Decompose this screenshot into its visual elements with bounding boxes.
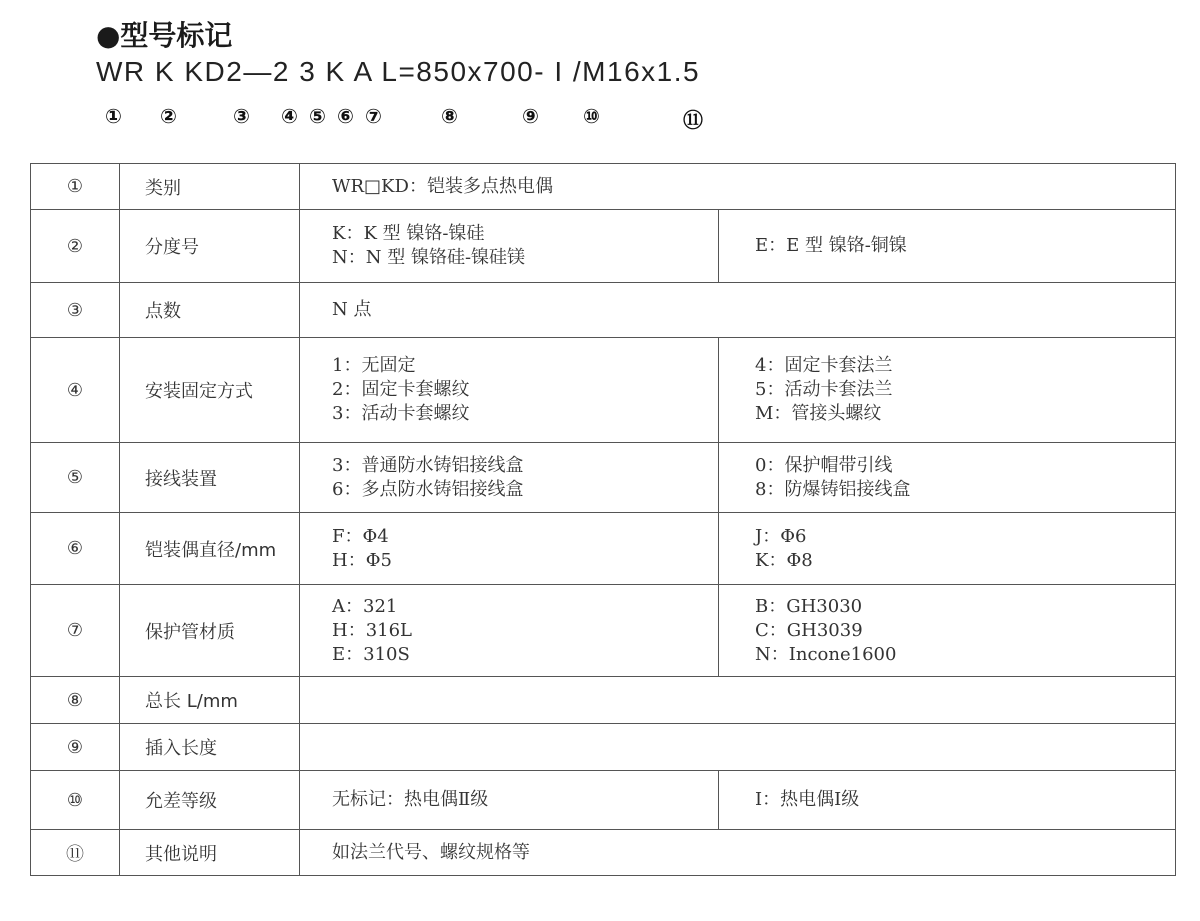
table-row [31,283,1176,338]
option-text: 1：无固定 [332,355,416,376]
option-text: C：GH3039 [755,619,863,641]
option-text: K：Φ8 [755,549,813,571]
row-label: 铠装偶直径/mm [120,513,300,585]
row-number: ④ [31,338,120,443]
option-text: H：316L [332,619,413,641]
row-label: 类别 [120,164,300,210]
table-row [31,443,1176,513]
row-number: ⑩ [31,771,120,830]
option-text: 无标记：热电偶Ⅱ级 [332,789,489,810]
options-cell [300,164,1176,210]
option-text: B：GH3030 [755,595,863,617]
options-cell-right [719,513,1176,585]
row-number: ① [31,164,120,210]
options-cell-left [300,771,719,830]
row-label: 安装固定方式 [120,338,300,443]
option-text: E：310S [332,643,410,665]
row-label: 允差等级 [120,771,300,830]
option-text: Ⅰ：热电偶Ⅰ级 [755,789,860,810]
marker-2: ② [160,104,177,128]
option-text: 如法兰代号、螺纹规格等 [332,841,530,863]
table-row [31,771,1176,830]
row-number: ⑨ [31,724,120,771]
options-cell-right [719,210,1176,283]
table-row [31,164,1176,210]
option-text: 8：防爆铸铝接线盒 [755,478,911,500]
row-label: 分度号 [120,210,300,283]
row-number: ⑪ [31,830,120,876]
option-text: M：管接头螺纹 [755,403,882,424]
option-text: 6：多点防水铸铝接线盒 [332,478,524,500]
table-row [31,338,1176,443]
option-text: K：K 型 镍铬-镍硅 [332,223,485,244]
option-text: F：Φ4 [332,525,389,547]
row-label: 总长 L/mm [120,677,300,724]
option-text: 2：固定卡套螺纹 [332,379,470,400]
options-cell-left [300,585,719,677]
option-text: 0：保护帽带引线 [755,454,893,476]
option-text: WR□KD：铠装多点热电偶 [332,175,553,197]
options-cell [300,830,1176,876]
marker-3: ③ [233,104,250,128]
option-text: A：321 [332,595,398,617]
table-row [31,513,1176,585]
marker-1: ① [105,104,122,128]
options-cell [300,724,1176,771]
options-cell-left [300,443,719,513]
option-text: 3：普通防水铸铝接线盒 [332,454,524,476]
marker-8: ⑧ [441,104,458,128]
row-number: ⑥ [31,513,120,585]
row-label: 保护管材质 [120,585,300,677]
row-label: 其他说明 [120,830,300,876]
table-row [31,724,1176,771]
row-label: 插入长度 [120,724,300,771]
options-cell-right [719,771,1176,830]
table-row [31,210,1176,283]
option-text: N 点 [332,299,372,320]
marker-6: ⑥ [337,104,354,128]
row-number: ⑧ [31,677,120,724]
row-label: 点数 [120,283,300,338]
table-row [31,585,1176,677]
marker-9: ⑨ [522,104,539,128]
options-cell-left [300,338,719,443]
option-text: J：Φ6 [755,525,807,547]
model-code: WR K KD2—2 3 K A L=850x700- I /M16x1.5 [96,56,701,87]
option-text: 5：活动卡套法兰 [755,379,893,400]
marker-10: ⑩ [583,104,600,128]
page-title: ●型号标记 [96,19,233,52]
row-number: ⑦ [31,585,120,677]
options-cell-right [719,338,1176,443]
row-number: ② [31,210,120,283]
row-label: 接线装置 [120,443,300,513]
options-cell [300,677,1176,724]
marker-4: ④ [281,104,298,128]
options-cell-right [719,443,1176,513]
row-number: ⑤ [31,443,120,513]
option-text: 4：固定卡套法兰 [755,355,893,376]
option-text: N：N 型 镍铬硅-镍硅镁 [332,247,526,268]
option-text: E：E 型 镍铬-铜镍 [755,235,907,256]
row-number: ③ [31,283,120,338]
table-row [31,677,1176,724]
marker-11: ⑪ [683,108,703,132]
marker-5: ⑤ [309,104,326,128]
table-row [31,830,1176,876]
options-cell-left [300,210,719,283]
options-cell-right [719,585,1176,677]
marker-7: ⑦ [365,104,382,128]
option-text: 3：活动卡套螺纹 [332,403,470,424]
options-cell [300,283,1176,338]
spec-table [30,163,1176,876]
option-text: H：Φ5 [332,549,392,571]
options-cell-left [300,513,719,585]
option-text: N：Incone1600 [755,643,897,665]
